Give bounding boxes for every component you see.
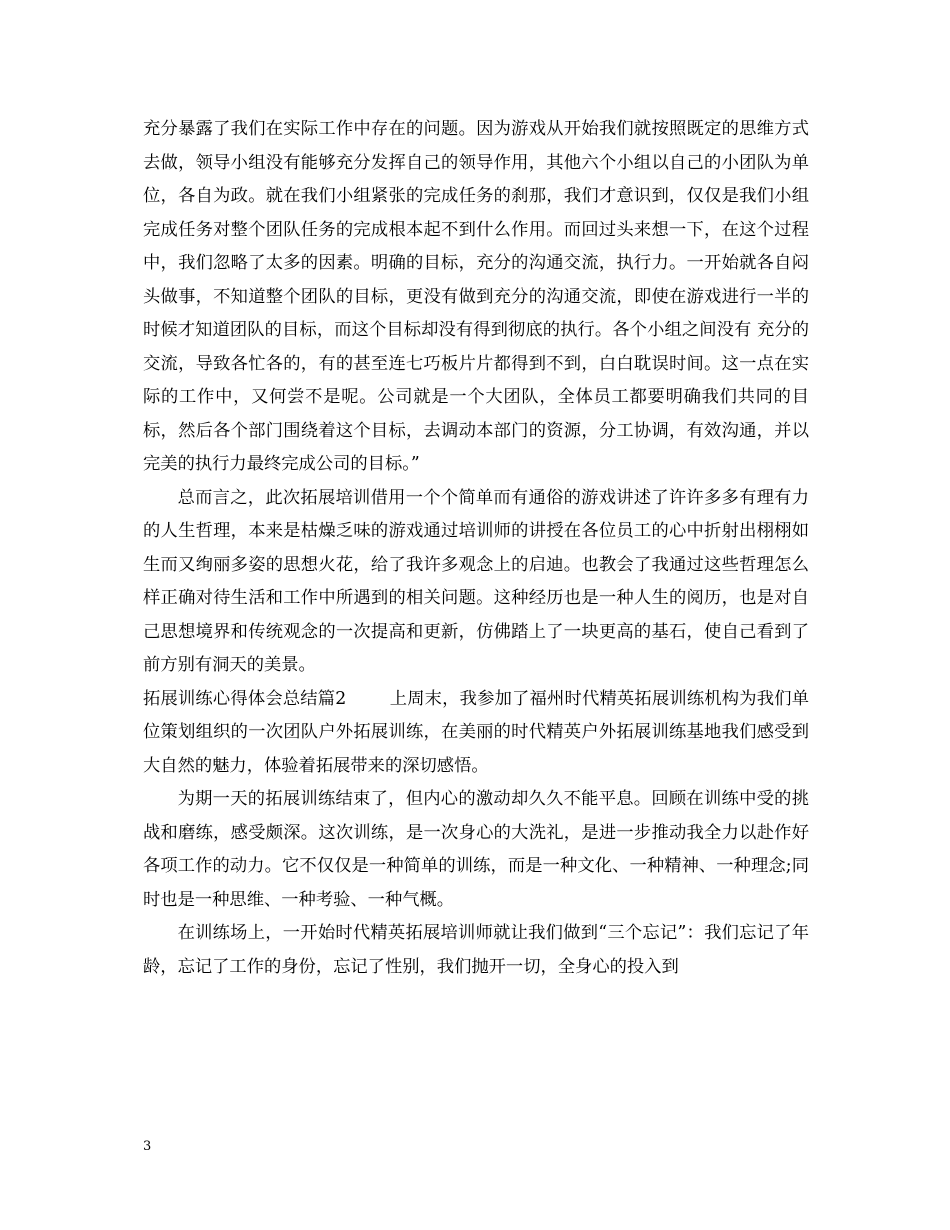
page-number: 3 [143,1139,152,1154]
paragraph-2: 总而言之，此次拓展培训借用一个个简单而有通俗的游戏讲述了许许多多有理有力的人生哲理，本来是枯燥乏味的游戏通过培训师的讲授在各位员工的心中折射出栩栩如生而又绚丽多姿的思想火花，给了我许多观念上的启迪。也教会了我通过这些哲理怎么样正确对待生活和工作中所遇到的相关问题。这种经历也是一种人生的阅历，也是对自己思想境界和传统观念的一次提高和更新，仿佛踏上了一块更高的基石，使自己看到了前方别有洞天的美景。 [143,487,809,675]
section-heading: 拓展训练心得体会总结篇2 [143,688,347,709]
paragraph-5: 在训练场上，一开始时代精英拓展培训师就让我们做到“三个忘记”：我们忘记了年龄，忘记了工作的身份，忘记了性别，我们抛开一切，全身心的投入到 [143,923,809,977]
document-body [143,113,809,984]
paragraph-4: 为期一天的拓展训练结束了，但内心的激动却久久不能平息。回顾在训练中受的挑战和磨练，感受颇深。这次训练，是一次身心的大洗礼，是进一步推动我全力以赴作好各项工作的动力。它不仅仅是一种简单的训练，而是一种文化、一种精神、一种理念;同时也是一种思维、一种考验、一种气概。 [143,789,809,910]
paragraph-3 [143,683,809,784]
paragraph-1: 充分暴露了我们在实际工作中存在的问题。因为游戏从开始我们就按照既定的思维方式去做，领导小组没有能够充分发挥自己的领导作用，其他六个小组以自己的小团队为单位，各自为政。就在我们小组紧张的完成任务的刹那，我们才意识到，仅仅是我们小组完成任务对整个团队任务的完成根本起不到什么作用。而回过头来想一下，在这个过程中，我们忽略了太多的因素。明确的目标，充分的沟通交流，执行力。一开始就各自闷头做事，不知道整个团队的目标，更没有做到充分的沟通交流，即使在游戏进行一半的时候才知道团队的目标，而这个目标却没有得到彻底的执行。各个小组之间没有 充分的交流，导致各忙各的，有的甚至连七巧板片片都得到不到，白白耽误时间。这一点在实际的工作中，又何尝不是呢。公司就是一个大团队，全体员工都要明确我们共同的目标，然后各个部门围绕着这个目标，去调动本部门的资源，分工协调，有效沟通，并以完美的执行力最终完成公司的目标。” [143,119,809,474]
paragraph-3-text: 上周末，我参加了福州时代精英拓展训练机构为我们单位策划组织的一次团队户外拓展训练，在美丽的时代精英户外拓展训练基地我们感受到大自然的魅力，体验着拓展带来的深切感悟。 [143,688,809,776]
